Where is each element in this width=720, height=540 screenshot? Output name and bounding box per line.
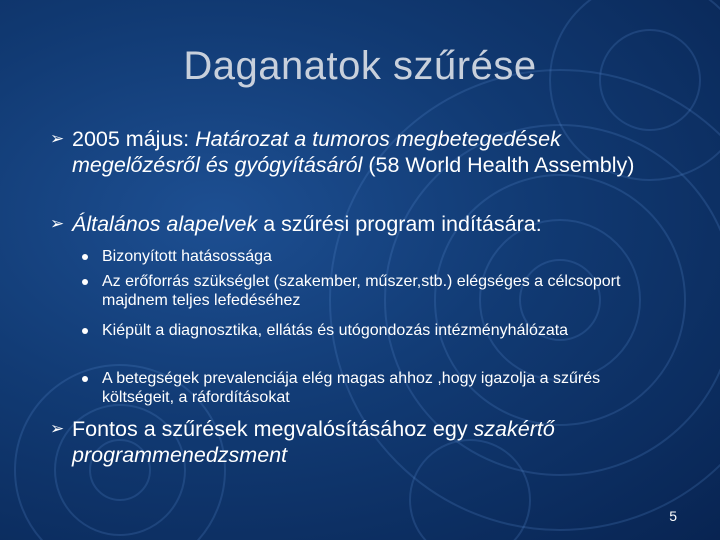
bullet-text-italic: Határozat a tumoros megbetegedések megelőzésről és gyógyításáról [72, 127, 561, 177]
slide-number: 5 [669, 508, 677, 524]
bullet-text-italic: Általános alapelvek [72, 212, 258, 236]
arrow-bullet-icon: ➢ [50, 129, 65, 148]
bullet-text: 2005 május: [72, 127, 196, 151]
slide-title: Daganatok szűrése [183, 44, 537, 88]
sub-bullet-text: A betegségek prevalenciája elég magas ahhoz ,hogy igazolja a szűrés költségeit, a ráfordításokat [102, 370, 601, 406]
dot-bullet-icon [82, 328, 88, 334]
bullet-text: Fontos a szűrések megvalósításához egy [72, 417, 474, 441]
dot-bullet-icon [82, 376, 88, 382]
bullet-text: a szűrési program indítására: [257, 212, 542, 236]
arrow-bullet-icon: ➢ [50, 419, 65, 438]
sub-bullet-text: Bizonyított hatásossága [102, 248, 272, 265]
arrow-bullet-icon: ➢ [50, 214, 65, 233]
bullet-text-italic: szakértő programmenedzsment [72, 417, 555, 467]
bullet-text: (58 World Health Assembly) [362, 153, 635, 177]
sub-bullet-text: Kiépült a diagnosztika, ellátás és utógondozás intézményhálózata [102, 322, 569, 339]
sub-bullet-text: Az erőforrás szükséglet (szakember, műszer,stb.) elégséges a célcsoport majdnem teljes lefedéséhez [102, 273, 621, 309]
dot-bullet-icon [82, 279, 88, 285]
dot-bullet-icon [82, 254, 88, 260]
